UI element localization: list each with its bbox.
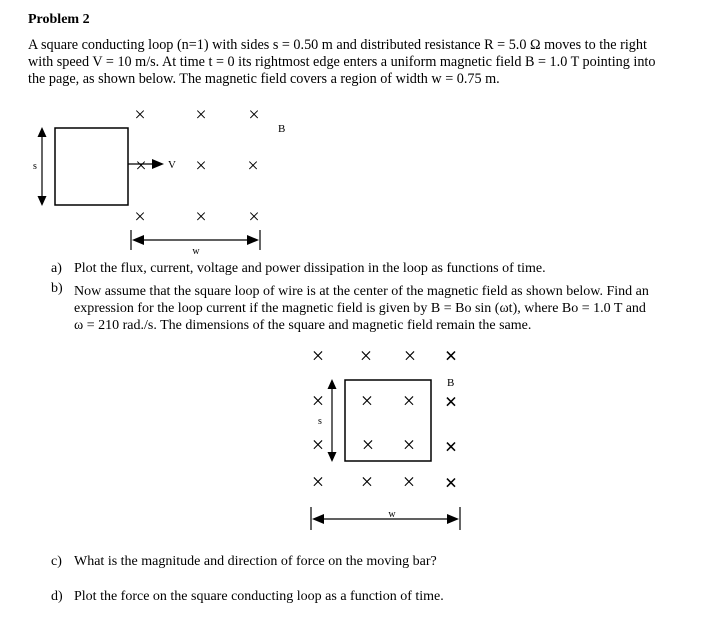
field-cross: × xyxy=(247,155,259,177)
w-arrow-left-icon xyxy=(132,235,144,245)
s2-arrow-down-icon xyxy=(328,452,337,462)
statement-line-3: the page, as shown below. The magnetic field covers a region of width w = 0.75 m. xyxy=(28,71,500,87)
field-cross: × xyxy=(360,388,374,413)
field-cross: × xyxy=(311,469,325,494)
question-c-label: c) xyxy=(51,554,62,569)
field-cross: × xyxy=(444,343,458,368)
s-arrow-up-icon xyxy=(38,127,47,137)
w2-arrow-left-icon xyxy=(312,514,324,524)
square-loop xyxy=(55,128,128,205)
field-cross: × xyxy=(402,432,416,457)
problem-title: Problem 2 xyxy=(28,12,90,27)
field-cross: × xyxy=(444,434,458,459)
field-cross: × xyxy=(361,432,375,457)
field-cross: × xyxy=(311,432,325,457)
field-cross: × xyxy=(134,206,146,228)
question-b-line: Now assume that the square loop of wire is at the center of the magnetic field as shown below. Find an xyxy=(74,284,649,299)
velocity-label: V xyxy=(168,159,176,171)
s2-label: s xyxy=(318,416,322,427)
velocity-arrow-icon xyxy=(152,159,164,169)
question-b-line: expression for the loop current if the magnetic field is given by B = Bo sin (ωt), where Bo = 1.0 T and xyxy=(74,301,646,316)
s-label: s xyxy=(33,161,37,172)
field-cross: × xyxy=(195,155,207,177)
question-d-label: d) xyxy=(51,589,63,604)
field-cross: × xyxy=(444,389,458,414)
s2-arrow-up-icon xyxy=(328,379,337,389)
field-cross: × xyxy=(403,343,417,368)
question-b-label: b) xyxy=(51,281,63,296)
field-cross: × xyxy=(134,104,146,126)
field-cross: × xyxy=(311,343,325,368)
field-crosses-2 xyxy=(312,343,457,495)
b2-field-label: B xyxy=(447,377,455,389)
question-a-label: a) xyxy=(51,261,62,276)
field-cross: × xyxy=(444,470,458,495)
field-cross: × xyxy=(402,388,416,413)
statement-line-1: A square conducting loop (n=1) with sides s = 0.50 m and distributed resistance R = 5.0 Ω moves to the right xyxy=(28,37,647,53)
field-cross: × xyxy=(360,469,374,494)
question-c-line: What is the magnitude and direction of force on the moving bar? xyxy=(74,554,437,569)
w-label: w xyxy=(192,246,200,257)
s-arrow-down-icon xyxy=(38,196,47,206)
field-cross: × xyxy=(311,388,325,413)
w-arrow-right-icon xyxy=(247,235,259,245)
question-a-line: Plot the flux, current, voltage and power dissipation in the loop as functions of time. xyxy=(74,261,546,276)
field-cross: × xyxy=(402,469,416,494)
b-field-label: B xyxy=(278,123,286,135)
field-cross: × xyxy=(248,206,260,228)
w2-label: w xyxy=(388,509,396,520)
statement-line-2: with speed V = 10 m/s. At time t = 0 its rightmost edge enters a uniform magnetic field B = 1.0 T pointing into xyxy=(28,54,656,70)
question-d-line: Plot the force on the square conducting loop as a function of time. xyxy=(74,589,444,604)
square-loop-centered xyxy=(345,380,431,461)
field-cross: × xyxy=(195,206,207,228)
field-cross: × xyxy=(135,155,147,177)
w2-arrow-right-icon xyxy=(447,514,459,524)
question-b-line: ω = 210 rad./s. The dimensions of the square and magnetic field remain the same. xyxy=(74,318,532,333)
field-cross: × xyxy=(359,343,373,368)
field-cross: × xyxy=(248,104,260,126)
field-cross: × xyxy=(195,104,207,126)
